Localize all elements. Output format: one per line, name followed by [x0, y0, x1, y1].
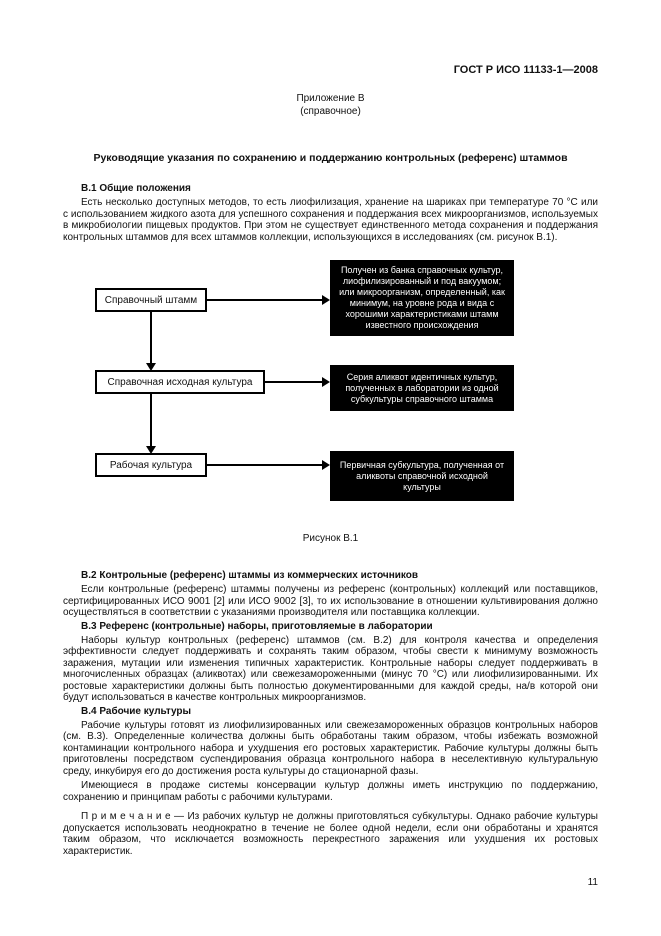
section-b4-heading: В.4 Рабочие культуры [81, 705, 192, 717]
flowchart-desc-reference-strain: Получен из банка справочных культур, лиофилизированный и под вакуумом; или микроорганизм, определенный, как минимум, на уровне рода и вида с хорошими характеристиками штамм известного происхождения [330, 260, 514, 336]
figure-b1-flowchart [63, 255, 598, 523]
section-b4-paragraph-2: Имеющиеся в продаже системы консервации культур должны иметь инструкцию по поддержанию, сохранению и принципам работы с рабочими культурами. [63, 780, 598, 803]
flowchart-box-reference-stock-culture: Справочная исходная культура [95, 370, 265, 394]
page-number: 11 [587, 877, 598, 888]
figure-caption: Рисунок В.1 [302, 533, 359, 544]
page-title: Руководящие указания по сохранению и поддержанию контрольных (референс) штаммов [93, 152, 568, 164]
section-b1-paragraph: Есть несколько доступных методов, то есть лиофилизация, хранение на шариках при температуре 70 °С или с использованием жидкого азота для успешного сохранения и поддержания всех микроорганизмов, используемых в микробиологии пищевых продуктов. При этом не существует единственного метода сохранения и поддержания контрольных штаммов для всех штаммов коллекции, использующихся в исследованиях (см. рисунок В.1). [63, 197, 598, 243]
flowchart-box-working-culture: Рабочая культура [95, 453, 207, 477]
connector-line-2 [265, 381, 322, 383]
connector-line-3 [207, 464, 322, 466]
section-b4-paragraph-1: Рабочие культуры готовят из лиофилизированных или свежезамороженных образцов контрольных наборов (см. В.3). Определенные количества должны быть обработаны таким образом, чтобы избежать возможной контаминации контрольного набора и ухудшения его ростовых характеристик. Рабочие культуры должны быть приготовлены посредством суспендирования образца контрольного набора в неселективную культуральную среду, инкубируя его до достижения роста культуры до стационарной фазы. [63, 719, 598, 777]
section-b3-paragraph: Наборы культур контрольных (референс) штаммов (см. В.2) для контроля качества и определения эффективности следует поддерживать и сохранять таким образом, чтобы свести к минимуму возможность заражения, мутации или изменения типичных характеристик. Контрольные наборы следует поддерживать в многочисленных образцах (аликвотах) или свежезамороженными (минус 70 °С) или лиофилизированными. Их ростовые характеристики должны быть полностью документированными для каждой среды, на/в которой они будут использоваться в качестве контрольных микроорганизмов. [63, 634, 598, 703]
section-b2-heading: В.2 Контрольные (референс) штаммы из коммерческих источников [81, 570, 419, 581]
section-b3-heading: В.3 Референс (контрольные) наборы, приготовляемые в лаборатории [81, 620, 433, 632]
connector-line-1 [207, 299, 322, 301]
page-content [63, 0, 598, 857]
appendix-label: Приложение В [296, 93, 365, 104]
arrow-down-icon [146, 446, 156, 454]
arrow-down-icon [146, 363, 156, 371]
flowchart-desc-working-culture: Первичная субкультура, полученная от аликвоты справочной исходной культуры [330, 451, 514, 501]
note-paragraph: П р и м е ч а н и е — Из рабочих культур не должны приготовляться субкультуры. Однако рабочие культуры допускается использовать неоднократно в течение не более одной недели, если они обработаны и хранятся таким образом, что исключается возможность перекрестного заражения или ухудшения их ростовых характеристик. [63, 811, 598, 857]
flowchart-desc-reference-stock-culture: Серия аликвот идентичных культур, полученных в лаборатории из одной субкультуры справочного штамма [330, 365, 514, 411]
appendix-kind: (справочное) [300, 106, 361, 117]
section-b2-paragraph: Если контрольные (референс) штаммы получены из референс (контрольных) коллекций или поставщиков, сертифицированных ИСО 9001 [2] или ИСО 9002 [3], то их использование в отношении культивирования должно осуществляться в соответствии с указаниями производителя или поставщика коллекции. [63, 584, 598, 618]
standard-number-header: ГОСТ Р ИСО 11133-1—2008 [453, 64, 598, 76]
connector-line-down-2 [150, 394, 152, 446]
section-b1-heading: В.1 Общие положения [81, 183, 191, 194]
arrow-right-icon [322, 377, 330, 387]
appendix-header [63, 92, 598, 118]
arrow-right-icon [322, 295, 330, 305]
arrow-right-icon [322, 460, 330, 470]
flowchart-box-reference-strain: Справочный штамм [95, 288, 207, 312]
connector-line-down-1 [150, 312, 152, 363]
